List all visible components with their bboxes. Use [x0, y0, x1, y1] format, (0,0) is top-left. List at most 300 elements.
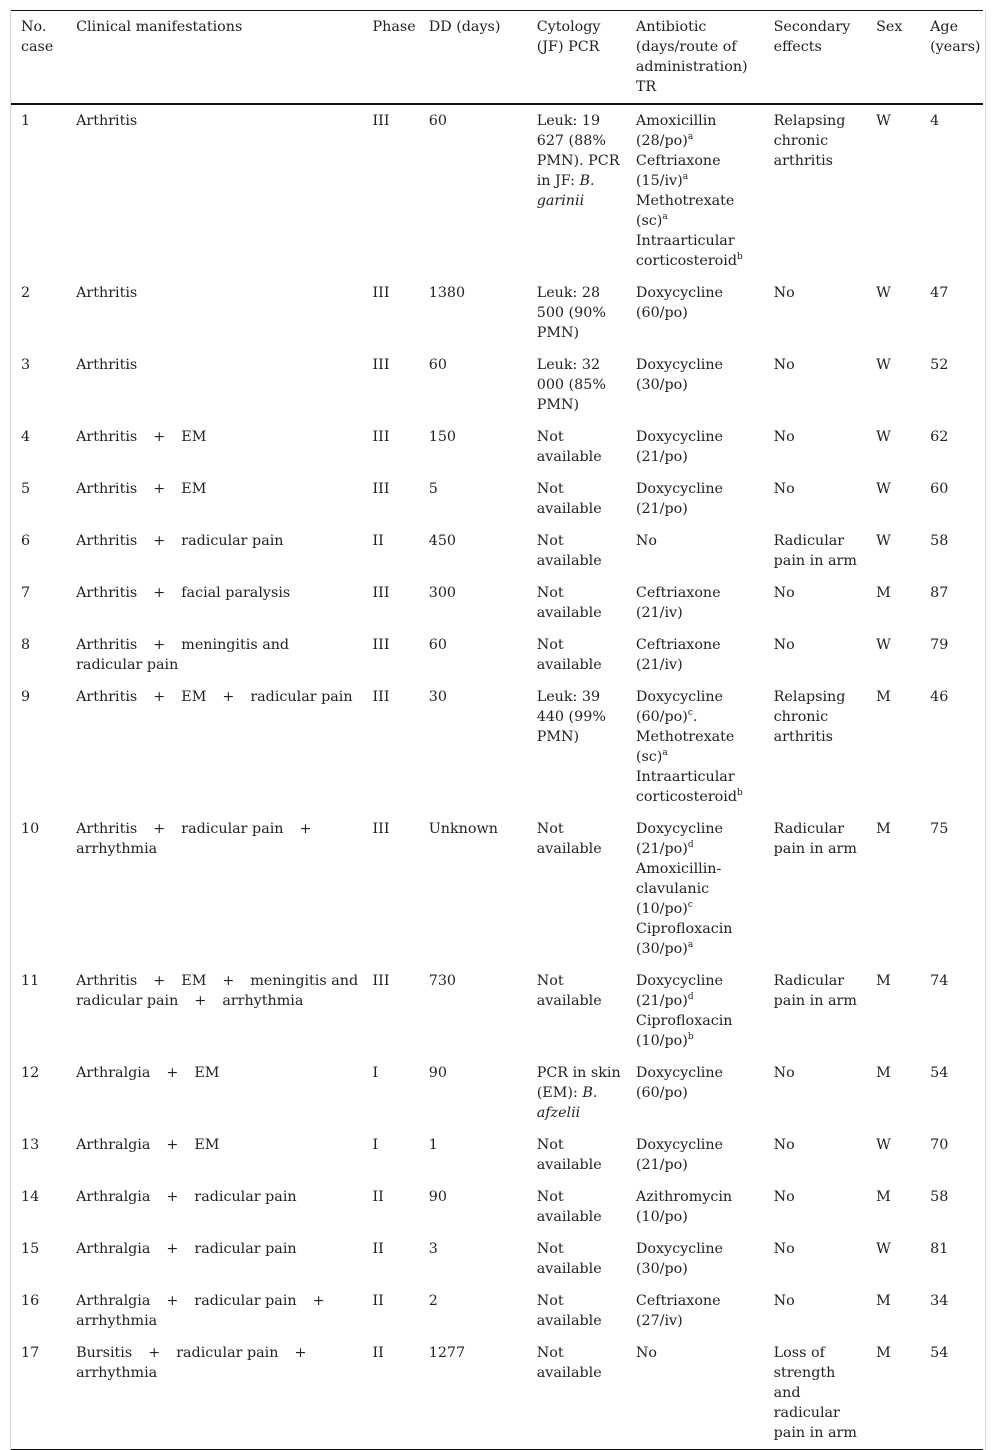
phase: III: [372, 689, 390, 705]
age: 54: [930, 1065, 949, 1081]
antibiotic-name: Doxycycline (21/po): [635, 481, 724, 517]
footnote-marker: a: [687, 940, 694, 951]
manifestation: radicular pain: [181, 533, 284, 549]
age: 60: [930, 481, 949, 497]
cytology-pcr: [527, 473, 626, 525]
phase: II: [372, 1293, 384, 1309]
antibiotic-treatment: [626, 1233, 764, 1285]
case-number: 11: [21, 973, 40, 989]
antibiotic-treatment: [626, 104, 764, 277]
antibiotic-entry: [636, 231, 760, 271]
duration-days: 300: [428, 585, 457, 601]
cytology-pcr: [527, 349, 626, 421]
age: 52: [930, 357, 949, 373]
footnote-marker: a: [687, 132, 694, 143]
plus-sign: +: [294, 1345, 307, 1361]
table-row: [11, 349, 983, 421]
antibiotic-entry: [636, 191, 760, 231]
duration-days: 2: [428, 1293, 438, 1309]
table-row: [11, 525, 983, 577]
case-number: 3: [21, 357, 31, 373]
phase: III: [372, 113, 390, 129]
sex: W: [876, 1137, 891, 1153]
antibiotic-name: Ciprofloxacin (30/po): [635, 921, 733, 957]
antibiotic-name: Ceftriaxone (15/iv): [635, 153, 721, 189]
phase: III: [372, 973, 390, 989]
antibiotic-name: Doxycycline (21/po): [635, 973, 724, 1009]
header-sex: Sex: [876, 19, 903, 35]
manifestation: Arthritis: [76, 585, 138, 601]
antibiotic-entry: [636, 583, 760, 623]
age: 70: [930, 1137, 949, 1153]
plus-sign: +: [153, 533, 166, 549]
manifestation: Arthralgia: [76, 1293, 151, 1309]
plus-sign: +: [166, 1065, 179, 1081]
clinical-cases-table: [11, 10, 983, 1450]
clinical-manifestations: [66, 629, 362, 681]
case-number: 13: [21, 1137, 40, 1153]
header-cytology: Cytology (JF) PCR: [536, 19, 601, 55]
table-row: [11, 681, 983, 813]
antibiotic-entry: [636, 819, 760, 859]
cytology-text: Not available: [536, 821, 602, 857]
antibiotic-treatment: [626, 681, 764, 813]
cytology-text: B. afzelii: [536, 1085, 598, 1121]
antibiotic-entry: [636, 427, 760, 467]
plus-sign: +: [194, 993, 207, 1009]
header-clinical-manifestations: Clinical manifestations: [76, 19, 243, 35]
antibiotic-entry: [636, 1291, 760, 1331]
antibiotic-name: Doxycycline (30/po): [635, 357, 724, 393]
secondary-effects: No: [773, 1137, 795, 1153]
antibiotic-entry: [636, 1187, 760, 1227]
table-row: [11, 1233, 983, 1285]
manifestation: Arthritis: [76, 821, 138, 837]
cytology-pcr: [527, 1337, 626, 1450]
manifestation: Arthralgia: [76, 1065, 151, 1081]
plus-sign: +: [153, 637, 166, 653]
phase: I: [372, 1065, 379, 1081]
antibiotic-entry: [636, 767, 760, 807]
antibiotic-treatment: [626, 525, 764, 577]
plus-sign: +: [153, 585, 166, 601]
age: 47: [930, 285, 949, 301]
manifestation: facial paralysis: [181, 585, 291, 601]
plus-sign: +: [153, 821, 166, 837]
antibiotic-entry: [636, 971, 760, 1011]
antibiotic-name: Doxycycline (21/po): [635, 429, 724, 465]
sex: M: [876, 1189, 891, 1205]
manifestation: Arthritis: [76, 973, 138, 989]
antibiotic-treatment: [626, 965, 764, 1057]
table-row: [11, 577, 983, 629]
duration-days: 1: [428, 1137, 438, 1153]
cytology-pcr: [527, 104, 626, 277]
secondary-effects: No: [773, 357, 795, 373]
manifestation: radicular pain: [194, 1293, 297, 1309]
header-antibiotic: Antibiotic (days/route of administration) TR: [635, 19, 748, 95]
antibiotic-entry: [636, 1063, 760, 1103]
footnote-marker: b: [736, 788, 743, 799]
antibiotic-entry: [636, 1239, 760, 1279]
manifestation: radicular pain: [194, 1189, 297, 1205]
antibiotic-treatment: [626, 277, 764, 349]
antibiotic-treatment: [626, 349, 764, 421]
manifestation: radicular pain: [176, 1345, 279, 1361]
footnote-marker: a: [662, 748, 668, 759]
footnote-marker: c: [687, 900, 693, 911]
clinical-manifestations: [66, 349, 362, 421]
cytology-pcr: [527, 629, 626, 681]
age: 4: [930, 113, 940, 129]
plus-sign: +: [299, 821, 312, 837]
antibiotic-name: Ceftriaxone (27/iv): [635, 1293, 721, 1329]
antibiotic-name: Doxycycline (60/po): [635, 285, 724, 321]
cytology-pcr: [527, 1057, 626, 1129]
footnote-marker: c: [687, 708, 693, 719]
antibiotic-name: Doxycycline (30/po): [635, 1241, 724, 1277]
secondary-effects: No: [773, 1241, 795, 1257]
footnote-marker: d: [687, 992, 694, 1003]
manifestation: Arthralgia: [76, 1241, 151, 1257]
manifestation: EM: [181, 429, 207, 445]
antibiotic-name: Methotrexate (sc): [635, 193, 735, 229]
phase: III: [372, 357, 390, 373]
clinical-manifestations: [66, 577, 362, 629]
table-row: [11, 473, 983, 525]
antibiotic-treatment: [626, 1129, 764, 1181]
sex: W: [876, 429, 891, 445]
cytology-pcr: [527, 277, 626, 349]
cytology-pcr: [527, 525, 626, 577]
plus-sign: +: [153, 429, 166, 445]
manifestation: radicular pain: [181, 821, 284, 837]
secondary-effects: No: [773, 637, 795, 653]
sex: W: [876, 481, 891, 497]
antibiotic-name: Ceftriaxone (21/iv): [635, 585, 721, 621]
cytology-pcr: [527, 813, 626, 965]
manifestation: Arthralgia: [76, 1137, 151, 1153]
antibiotic-name: Ciprofloxacin (10/po): [635, 1013, 733, 1049]
case-number: 12: [21, 1065, 40, 1081]
cytology-text: Not available: [536, 585, 602, 621]
table-row: [11, 277, 983, 349]
antibiotic-name: Doxycycline (21/po): [635, 1137, 724, 1173]
duration-days: 30: [428, 689, 447, 705]
clinical-manifestations: [66, 421, 362, 473]
manifestation: meningitis and radicular pain: [76, 637, 290, 673]
duration-days: 730: [428, 973, 457, 989]
phase: II: [372, 1189, 384, 1205]
antibiotic-treatment: [626, 1337, 764, 1450]
antibiotic-name: Intraarticular corticosteroid: [635, 233, 737, 269]
table-header: [11, 11, 983, 105]
clinical-manifestations: [66, 1285, 362, 1337]
secondary-effects: No: [773, 585, 795, 601]
header-no-case: No. case: [21, 19, 54, 55]
duration-days: 1277: [428, 1345, 466, 1361]
cytology-text: Leuk: 32 000 (85% PMN): [536, 357, 606, 413]
phase: II: [372, 1241, 384, 1257]
case-number: 15: [21, 1241, 40, 1257]
case-number: 10: [21, 821, 40, 837]
manifestation: Arthritis: [76, 481, 138, 497]
clinical-manifestations: [66, 1337, 362, 1450]
sex: M: [876, 689, 891, 705]
table-row: [11, 104, 983, 277]
sex: M: [876, 585, 891, 601]
sex: M: [876, 1345, 891, 1361]
table-row: [11, 965, 983, 1057]
age: 58: [930, 533, 949, 549]
antibiotic-entry: [636, 111, 760, 151]
duration-days: 1380: [428, 285, 466, 301]
case-number: 9: [21, 689, 31, 705]
secondary-effects: Radicular pain in arm: [773, 973, 857, 1009]
antibiotic-name: Doxycycline (60/po): [635, 1065, 724, 1101]
manifestation: EM: [194, 1065, 220, 1081]
age: 54: [930, 1345, 949, 1361]
cytology-text: Not available: [536, 1241, 602, 1277]
case-number: 5: [21, 481, 31, 497]
case-number: 14: [21, 1189, 40, 1205]
plus-sign: +: [166, 1241, 179, 1257]
secondary-effects: Relapsing chronic arthritis: [773, 113, 846, 169]
cytology-pcr: [527, 577, 626, 629]
cytology-text: Not available: [536, 533, 602, 569]
sex: M: [876, 821, 891, 837]
cytology-text: Not available: [536, 481, 602, 517]
case-number: 17: [21, 1345, 40, 1361]
phase: I: [372, 1137, 379, 1153]
antibiotic-entry: [636, 1135, 760, 1175]
antibiotic-entry: [636, 727, 760, 767]
table-row: [11, 1057, 983, 1129]
antibiotic-entry: [636, 1011, 760, 1051]
plus-sign: +: [222, 689, 235, 705]
duration-days: 450: [428, 533, 457, 549]
antibiotic-treatment: [626, 577, 764, 629]
manifestation: arrhythmia: [76, 1365, 158, 1381]
case-number: 2: [21, 285, 31, 301]
cytology-text: Not available: [536, 973, 602, 1009]
manifestation: Arthritis: [76, 637, 138, 653]
clinical-manifestations: [66, 473, 362, 525]
cytology-pcr: [527, 1285, 626, 1337]
antibiotic-entry: [636, 635, 760, 675]
header-age: Age (years): [930, 19, 981, 55]
clinical-manifestations: [66, 525, 362, 577]
case-number: 7: [21, 585, 31, 601]
table-row: [11, 1129, 983, 1181]
secondary-effects: No: [773, 429, 795, 445]
age: 87: [930, 585, 949, 601]
manifestation: Arthritis: [76, 689, 138, 705]
secondary-effects: Loss of strength and radicular pain in arm: [773, 1345, 857, 1441]
age: 62: [930, 429, 949, 445]
sex: W: [876, 357, 891, 373]
antibiotic-entry: [636, 687, 760, 727]
case-number: 8: [21, 637, 31, 653]
cytology-pcr: [527, 1181, 626, 1233]
manifestation: meningitis and radicular pain: [76, 973, 359, 1009]
cytology-pcr: [527, 1233, 626, 1285]
age: 34: [930, 1293, 949, 1309]
manifestation: radicular pain: [194, 1241, 297, 1257]
clinical-manifestations: [66, 1233, 362, 1285]
antibiotic-treatment: [626, 1285, 764, 1337]
clinical-manifestations: [66, 277, 362, 349]
antibiotic-name: Intraarticular corticosteroid: [635, 769, 737, 805]
plus-sign: +: [312, 1293, 325, 1309]
phase: II: [372, 1345, 384, 1361]
antibiotic-name: Doxycycline (21/po): [635, 821, 724, 857]
duration-days: 5: [428, 481, 438, 497]
duration-days: 60: [428, 357, 447, 373]
manifestation: Arthralgia: [76, 1189, 151, 1205]
plus-sign: +: [148, 1345, 161, 1361]
duration-days: 150: [428, 429, 457, 445]
phase: III: [372, 821, 390, 837]
table-row: [11, 629, 983, 681]
table-row: [11, 421, 983, 473]
clinical-manifestations: [66, 681, 362, 813]
antibiotic-entry: [636, 479, 760, 519]
secondary-effects: Relapsing chronic arthritis: [773, 689, 846, 745]
clinical-manifestations: [66, 1129, 362, 1181]
plus-sign: +: [153, 689, 166, 705]
antibiotic-name: Doxycycline (60/po): [635, 689, 724, 725]
plus-sign: +: [153, 481, 166, 497]
plus-sign: +: [153, 973, 166, 989]
plus-sign: +: [166, 1189, 179, 1205]
phase: II: [372, 533, 384, 549]
phase: III: [372, 637, 390, 653]
antibiotic-treatment: [626, 629, 764, 681]
antibiotic-name: Methotrexate (sc): [635, 729, 735, 765]
phase: III: [372, 585, 390, 601]
secondary-effects: No: [773, 1065, 795, 1081]
age: 58: [930, 1189, 949, 1205]
secondary-effects: Radicular pain in arm: [773, 821, 857, 857]
antibiotic-entry: [636, 1343, 760, 1363]
manifestation: arrhythmia: [76, 1313, 158, 1329]
plus-sign: +: [222, 973, 235, 989]
secondary-effects: No: [773, 285, 795, 301]
antibiotic-entry: [636, 531, 760, 551]
manifestation: arrhythmia: [222, 993, 304, 1009]
manifestation: Arthritis: [76, 533, 138, 549]
clinical-manifestations: [66, 965, 362, 1057]
antibiotic-entry: [636, 151, 760, 191]
secondary-effects: No: [773, 481, 795, 497]
clinical-manifestations: [66, 104, 362, 277]
plus-sign: +: [166, 1293, 179, 1309]
duration-days: 90: [428, 1065, 447, 1081]
plus-sign: +: [166, 1137, 179, 1153]
manifestation: EM: [194, 1137, 220, 1153]
cytology-text: Not available: [536, 1345, 602, 1381]
case-number: 4: [21, 429, 31, 445]
sex: W: [876, 285, 891, 301]
header-dd-days: DD (days): [428, 19, 501, 35]
antibiotic-treatment: [626, 1057, 764, 1129]
age: 46: [930, 689, 949, 705]
antibiotic-name: Ceftriaxone (21/iv): [635, 637, 721, 673]
cytology-pcr: [527, 421, 626, 473]
table-row: [11, 813, 983, 965]
duration-days: 3: [428, 1241, 438, 1257]
secondary-effects: No: [773, 1293, 795, 1309]
manifestation: EM: [181, 481, 207, 497]
table-row: [11, 1285, 983, 1337]
duration-days: 90: [428, 1189, 447, 1205]
cytology-pcr: [527, 681, 626, 813]
manifestation: Arthritis: [76, 285, 138, 301]
footnote-marker: a: [662, 212, 668, 223]
cytology-text: Not available: [536, 637, 602, 673]
antibiotic-treatment: [626, 1181, 764, 1233]
antibiotic-name: Amoxicillin (28/po): [635, 113, 717, 149]
antibiotic-entry: [636, 283, 760, 323]
sex: M: [876, 973, 891, 989]
cytology-pcr: [527, 1129, 626, 1181]
manifestation: arrhythmia: [76, 841, 158, 857]
header-secondary-effects: Secondary effects: [773, 19, 851, 55]
cytology-text: Not available: [536, 1137, 602, 1173]
manifestation: Arthritis: [76, 357, 138, 373]
age: 81: [930, 1241, 949, 1257]
antibiotic-name: No: [635, 533, 658, 549]
table-row: [11, 1337, 983, 1450]
punctuation: .: [692, 709, 698, 725]
case-number: 6: [21, 533, 31, 549]
antibiotic-treatment: [626, 813, 764, 965]
sex: M: [876, 1293, 891, 1309]
clinical-manifestations: [66, 1057, 362, 1129]
age: 75: [930, 821, 949, 837]
cytology-text: Leuk: 39 440 (99% PMN): [536, 689, 606, 745]
case-number: 1: [21, 113, 31, 129]
manifestation: Arthritis: [76, 429, 138, 445]
cytology-text: Not available: [536, 1293, 602, 1329]
footnote-marker: d: [687, 840, 694, 851]
footnote-marker: b: [736, 252, 743, 263]
cytology-text: Leuk: 19 627 (88% PMN). PCR in JF:: [536, 113, 620, 189]
sex: W: [876, 533, 891, 549]
phase: III: [372, 481, 390, 497]
secondary-effects: No: [773, 1189, 795, 1205]
antibiotic-name: Amoxicillin-clavulanic (10/po): [635, 861, 722, 917]
cytology-text: PCR in skin (EM):: [536, 1065, 621, 1101]
footnote-marker: a: [682, 172, 689, 183]
manifestation: Arthritis: [76, 113, 138, 129]
sex: W: [876, 1241, 891, 1257]
antibiotic-name: No: [635, 1345, 658, 1361]
case-number: 16: [21, 1293, 40, 1309]
duration-days: 60: [428, 113, 447, 129]
sex: W: [876, 637, 891, 653]
manifestation: Bursitis: [76, 1345, 133, 1361]
manifestation: radicular pain: [250, 689, 353, 705]
secondary-effects: Radicular pain in arm: [773, 533, 857, 569]
age: 74: [930, 973, 949, 989]
footnote-marker: b: [687, 1032, 694, 1043]
cytology-text: Not available: [536, 1189, 602, 1225]
phase: III: [372, 285, 390, 301]
duration-days: Unknown: [428, 821, 498, 837]
manifestation: EM: [181, 973, 207, 989]
